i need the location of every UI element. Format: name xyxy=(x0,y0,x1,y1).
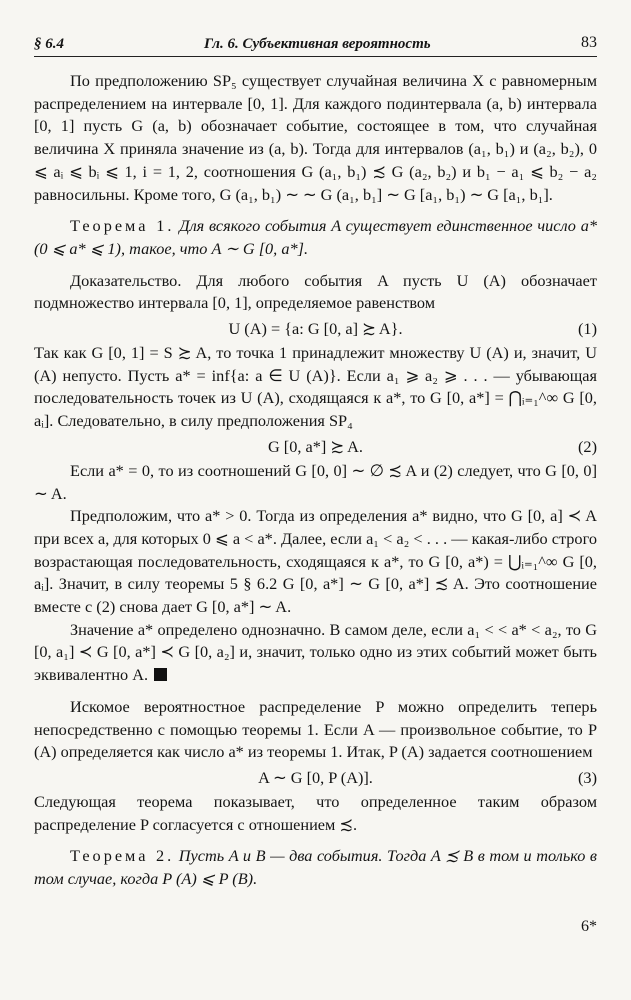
equation-2-formula: G [0, a*] ≿ A. xyxy=(267,436,364,456)
paragraph-uniqueness xyxy=(34,619,597,687)
paragraph-u-set: Так как G [0, 1] = S ≿ A, то точка 1 принадлежит множеству U (A) и, значит, U (A) непусто. Пусть a* = inf{a: a ∈ U (A)}. Если a₁ ⩾ a₂ ⩾ . . . — убывающая последовательность точек из U (A), сходящаяся к a*, то G [0, a*] = ⋂ᵢ₌₁^∞ G [0, aᵢ]. Следовательно, в силу предположения SP₄ xyxy=(34,343,597,431)
equation-1 xyxy=(34,316,597,341)
theorem-1-statement: Для всякого события A существует единственное число a* (0 ⩽ a* ⩽ 1), такое, что A ∼ G [0, a*]. xyxy=(34,216,597,258)
equation-2-number: (2) xyxy=(578,436,597,456)
page-number: 83 xyxy=(581,34,597,51)
paragraph-next-theorem: Следующая теорема показывает, что определенное таким образом распределение P согласуется с отношением ≾. xyxy=(34,791,597,834)
equation-3-formula: A ∼ G [0, P (A)]. xyxy=(258,767,373,787)
main-text xyxy=(34,70,597,891)
theorem-1 xyxy=(34,215,597,260)
uniqueness-text: Значение a* определено однозначно. В самом деле, если a₁ < < a* < a₂, то G [0, a₁] ≺ G [0, a*] ≺ G [0, a₂] и, значит, только одно из этих событий может быть эквивалентно A. xyxy=(34,619,597,685)
theorem-2-label: Теорема 2. xyxy=(70,846,175,866)
equation-3-number: (3) xyxy=(578,767,597,787)
paragraph-random-variable: По предположению SP₅ существует случайная величина X с равномерным распределением на интервале [0, 1]. Для каждого подинтервала (a, b) интервала [0, 1] пусть G (a, b) обозначает событие, состоящее в том, что случайная величина X приняла значение из (a, b). Тогда для интервалов (a₁, b₁) и (a₂, b₂), 0 ⩽ aᵢ ⩽ bᵢ ⩽ 1, i = 1, 2, соотношения G (a₁, b₁) ≾ G (a₂, b₂) и b₁ − a₁ ⩽ b₂ − a₂ равносильны. Кроме того, G (a₁, b₁) ∼ ∼ G (a₁, b₁] ∼ G [a₁, b₁) ∼ G [a₁, b₁]. xyxy=(34,71,597,204)
paragraph-case-zero: Если a* = 0, то из соотношений G [0, 0] ∼ ∅ ≾ A и (2) следует, что G [0, 0] ∼ A. xyxy=(34,460,597,503)
theorem-2-statement: Пусть A и B — два события. Тогда A ≾ B в том и только в том случае, когда P (A) ⩽ P (B). xyxy=(34,846,597,889)
paragraph-case-positive: Предположим, что a* > 0. Тогда из определения a* видно, что G [0, a] ≺ A при всех a, для которых 0 ⩽ a < a*. Далее, если a₁ < a₂ < . . . — какая-либо строго возрастающая последовательность, сходящаяся к a*, то G [0, a*) = ⋃ᵢ₌₁^∞ G [0, aᵢ]. Значит, в силу теоремы 5 § 6.2 G [0, a*] ∼ G [0, a*] ≾ A. Это соотношение вместе с (2) снова дает G [0, a*] ∼ A. xyxy=(34,506,597,617)
chapter-title: Гл. 6. Субъективная вероятность xyxy=(204,36,431,52)
end-of-proof-icon xyxy=(154,668,167,681)
equation-1-formula: U (A) = {a: G [0, a] ≿ A}. xyxy=(228,319,403,339)
theorem-2 xyxy=(34,845,597,890)
equation-2 xyxy=(34,434,597,459)
proof-intro: Доказательство. Для любого события A пусть U (A) обозначает подмножество интервала [0, 1], определяемое равенством xyxy=(34,270,597,313)
theorem-1-label: Теорема 1. xyxy=(70,216,175,236)
equation-3 xyxy=(34,765,597,790)
paragraph-distribution: Искомое вероятностное распределение P можно определить теперь непосредственно с помощью теоремы 1. Если A — произвольное событие, то P (A) определяется как число a* из теоремы 1. Итак, P (A) задается соотношением xyxy=(34,696,597,762)
running-header xyxy=(34,34,597,57)
signature-mark: 6* xyxy=(581,918,597,935)
equation-1-number: (1) xyxy=(578,319,597,339)
section-number: § 6.4 xyxy=(34,36,64,52)
